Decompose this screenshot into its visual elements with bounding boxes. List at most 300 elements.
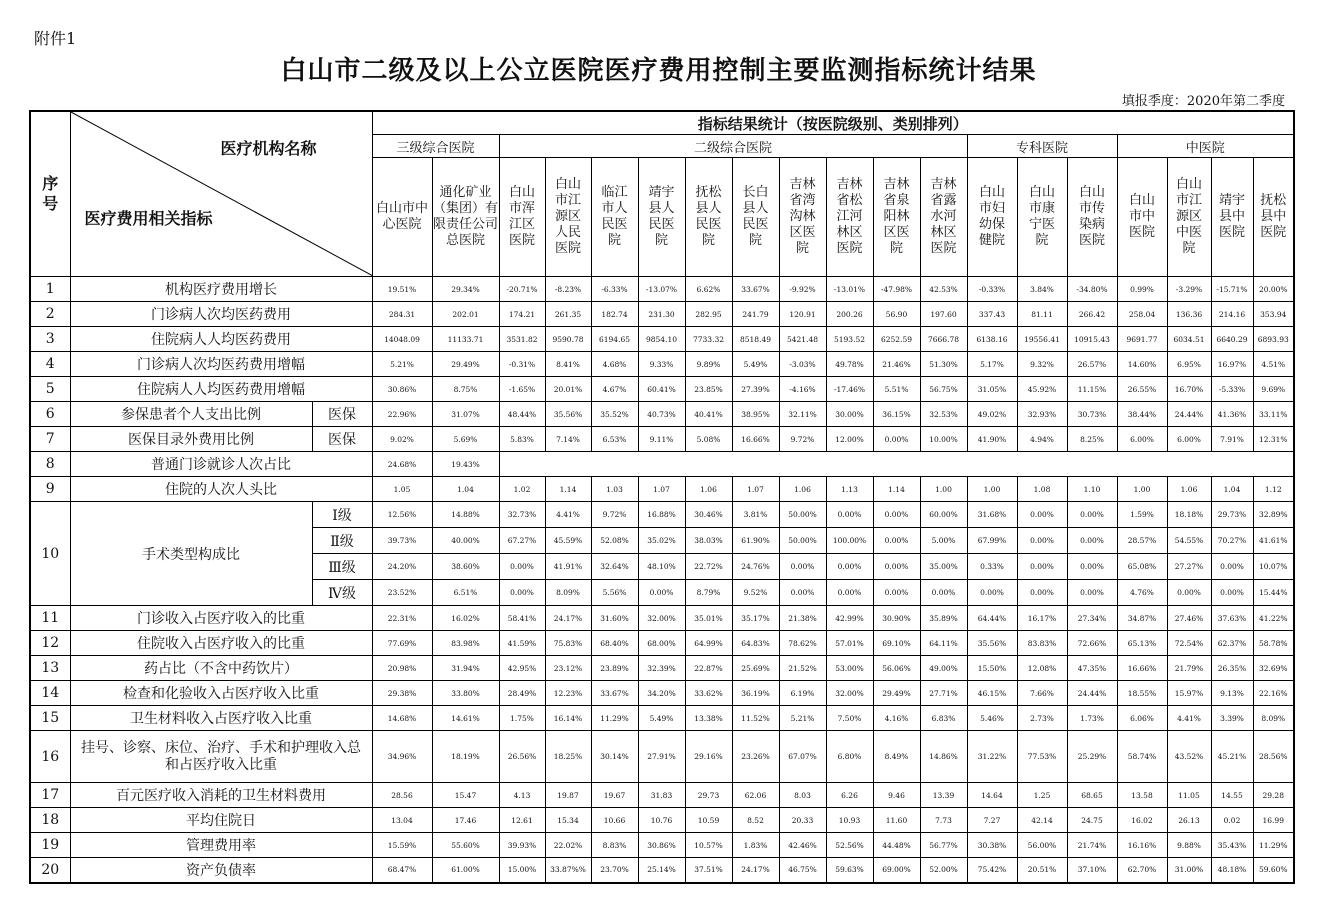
value-cell: 58.78% [1253,631,1294,656]
value-cell: 31.60% [591,606,638,631]
value-cell: 7666.78 [920,327,967,352]
value-cell: 1.04 [1211,477,1253,502]
indicator-name: 住院病人人均医药费用增幅 [70,377,372,402]
value-cell: 27.39% [732,377,779,402]
value-cell: 23.52% [372,580,432,606]
value-cell: 38.60% [432,554,499,580]
value-cell: 32.11% [779,402,826,427]
value-cell: 20.33 [779,808,826,833]
value-cell: 9854.10 [638,327,685,352]
value-cell: 0.00% [873,580,920,606]
value-cell: 4.51% [1253,352,1294,377]
value-cell: 182.74 [591,302,638,327]
value-cell: 30.00% [826,402,873,427]
indicator-name: 资产负债率 [70,858,372,883]
value-cell: 0.00% [499,554,545,580]
hospital-name: 长白县人民医院 [742,185,769,248]
value-cell: 6.06% [1117,706,1167,731]
value-cell: 39.73% [372,528,432,554]
table-row [30,352,1294,377]
value-cell: 26.35% [1211,656,1253,681]
value-cell: 56.77% [920,833,967,858]
value-cell: 22.72% [685,554,732,580]
value-cell: 42.99% [826,606,873,631]
value-cell: 25.69% [732,656,779,681]
value-cell: 33.67% [732,277,779,302]
table-row [30,427,1294,452]
value-cell: 24.17% [545,606,591,631]
value-cell: 1.12 [1253,477,1294,502]
value-cell: 6.00% [1167,427,1211,452]
value-cell: 7.50% [826,706,873,731]
value-cell: 37.51% [685,858,732,883]
value-cell: 69.00% [873,858,920,883]
value-cell: 16.14% [545,706,591,731]
value-cell: 0.02 [1211,808,1253,833]
value-cell: 8.09% [1253,706,1294,731]
value-cell: 28.56% [1253,731,1294,783]
value-cell: 15.47 [432,783,499,808]
value-cell: 68.47% [372,858,432,883]
value-cell: 284.31 [372,302,432,327]
value-cell: 1.05 [372,477,432,502]
indicator-name: 门诊收入占医疗收入的比重 [70,606,372,631]
value-cell: 13.38% [685,706,732,731]
hospital-header [372,158,432,277]
value-cell: 24.75 [1067,808,1117,833]
value-cell: 59.60% [1253,858,1294,883]
value-cell: 5.08% [685,427,732,452]
indicator-name: 门诊病人次均医药费用增幅 [70,352,372,377]
value-cell: 52.08% [591,528,638,554]
hospital-name: 靖宇县中医院 [1218,193,1245,240]
value-cell: 20.51% [1017,858,1067,883]
value-cell: 1.10 [1067,477,1117,502]
hospital-header [1167,158,1211,277]
surgery-level: Ⅲ级 [312,554,372,580]
group-header-tier2: 二级综合医院 [499,135,967,158]
value-cell: 31.07% [432,402,499,427]
value-cell: 67.27% [499,528,545,554]
value-cell: 5.00% [920,528,967,554]
value-cell: 0.00% [1017,554,1067,580]
value-cell: 6640.29 [1211,327,1253,352]
value-cell: 231.30 [638,302,685,327]
row-seq: 5 [30,377,70,402]
value-cell: 69.10% [873,631,920,656]
value-cell: 0.00% [1017,580,1067,606]
value-cell: 35.17% [732,606,779,631]
seq-header-text: 序号 [42,174,59,213]
value-cell: 3531.82 [499,327,545,352]
value-cell: 35.01% [685,606,732,631]
value-cell: 33.87%% [545,858,591,883]
indicator-name: 机构医疗费用增长 [70,277,372,302]
table-row [30,277,1294,302]
value-cell: 1.08 [1017,477,1067,502]
value-cell: 9.69% [1253,377,1294,402]
value-cell: 27.27% [1167,554,1211,580]
value-cell: 5.21% [372,352,432,377]
value-cell: 23.12% [545,656,591,681]
indicator-name: 住院病人人均医药费用 [70,327,372,352]
value-cell: 36.15% [873,402,920,427]
value-cell: 0.00% [920,580,967,606]
indicator-name: 挂号、诊察、床位、治疗、手术和护理收入总和占医疗收入比重 [70,731,372,783]
value-cell: 31.68% [967,502,1017,528]
value-cell: 0.00% [1211,580,1253,606]
value-cell: 72.54% [1167,631,1211,656]
indicator-tag: 医保 [312,402,372,427]
value-cell: 48.18% [1211,858,1253,883]
value-cell: 8518.49 [732,327,779,352]
value-cell: 23.85% [685,377,732,402]
value-cell: 16.02 [1117,808,1167,833]
value-cell: 1.00 [1117,477,1167,502]
value-cell: 5.17% [967,352,1017,377]
hospital-name: 白山市江源区中医院 [1175,177,1202,256]
value-cell: 33.11% [1253,402,1294,427]
value-cell: 18.19% [432,731,499,783]
value-cell: 68.00% [638,631,685,656]
value-cell: 0.00% [1167,580,1211,606]
value-cell: 15.50% [967,656,1017,681]
table-row [30,477,1294,502]
surgery-level: Ⅰ级 [312,502,372,528]
value-cell: 11.60 [873,808,920,833]
value-cell: 29.38% [372,681,432,706]
value-cell: 47.35% [1067,656,1117,681]
value-cell: 10915.43 [1067,327,1117,352]
value-cell: 53.00% [826,656,873,681]
value-cell: 21.38% [779,606,826,631]
value-cell: 30.73% [1067,402,1117,427]
value-cell: 8.79% [685,580,732,606]
value-cell: 16.66% [732,427,779,452]
value-cell: 68.65 [1067,783,1117,808]
value-cell: 1.07 [732,477,779,502]
value-cell: 7.73 [920,808,967,833]
value-cell: 28.56 [372,783,432,808]
hospital-header [685,158,732,277]
value-cell: 6194.65 [591,327,638,352]
value-cell: 0.00% [1017,528,1067,554]
value-cell: 37.63% [1211,606,1253,631]
value-cell: 9.02% [372,427,432,452]
value-cell: 1.83% [732,833,779,858]
hospital-header [967,158,1017,277]
value-cell: 9590.78 [545,327,591,352]
value-cell: 24.76% [732,554,779,580]
value-cell: 11.15% [1067,377,1117,402]
value-cell: 6.80% [826,731,873,783]
table-row [30,377,1294,402]
value-cell: 72.66% [1067,631,1117,656]
value-cell: 35.00% [920,554,967,580]
value-cell: -15.71% [1211,277,1253,302]
hospital-header [873,158,920,277]
value-cell: 6.19% [779,681,826,706]
table-row [30,808,1294,833]
value-cell: 48.44% [499,402,545,427]
value-cell: 33.80% [432,681,499,706]
hospital-name: 吉林省泉阳林区医院 [883,177,910,256]
value-cell: 65.08% [1117,554,1167,580]
value-cell: 9691.77 [1117,327,1167,352]
value-cell: 50.00% [779,502,826,528]
value-cell: 4.68% [591,352,638,377]
value-cell: 44.48% [873,833,920,858]
hospital-name: 抚松县人民医院 [695,185,722,248]
value-cell: 9.88% [1167,833,1211,858]
value-cell: 5.49% [732,352,779,377]
value-cell: 36.19% [732,681,779,706]
value-cell: 16.88% [638,502,685,528]
value-cell: 5.21% [779,706,826,731]
value-cell: 6893.93 [1253,327,1294,352]
value-cell: 67.99% [967,528,1017,554]
value-cell: 202.01 [432,302,499,327]
row-seq: 18 [30,808,70,833]
value-cell: 3.84% [1017,277,1067,302]
value-cell: 6.00% [1117,427,1167,452]
value-cell: 10.00% [920,427,967,452]
hospital-name: 抚松县中医院 [1260,193,1287,240]
value-cell: 29.34% [432,277,499,302]
diagonal-header [70,111,372,277]
value-cell: 30.86% [372,377,432,402]
value-cell: 9.89% [685,352,732,377]
value-cell: -8.23% [545,277,591,302]
value-cell: 29.28 [1253,783,1294,808]
value-cell: 1.07 [638,477,685,502]
value-cell: 282.95 [685,302,732,327]
value-cell: 45.21% [1211,731,1253,783]
indicator-name: 百元医疗收入消耗的卫生材料费用 [70,783,372,808]
value-cell: 25.14% [638,858,685,883]
value-cell: 32.53% [920,402,967,427]
value-cell: 17.46 [432,808,499,833]
value-cell: 64.83% [732,631,779,656]
value-cell: 49.78% [826,352,873,377]
value-cell: 100.00% [826,528,873,554]
value-cell: 3.81% [732,502,779,528]
value-cell: 10.59 [685,808,732,833]
value-cell: 5.51% [873,377,920,402]
value-cell: 10.07% [1253,554,1294,580]
value-cell: 48.10% [638,554,685,580]
hospital-name: 临江市人民医院 [601,185,628,248]
indicator-name: 管理费用率 [70,833,372,858]
value-cell: 5.69% [432,427,499,452]
surgery-level: Ⅳ级 [312,580,372,606]
value-cell: 6.51% [432,580,499,606]
value-cell: 5421.48 [779,327,826,352]
value-cell: -5.33% [1211,377,1253,402]
value-cell: 55.60% [432,833,499,858]
value-cell: 6138.16 [967,327,1017,352]
value-cell: 15.44% [1253,580,1294,606]
value-cell: 5193.52 [826,327,873,352]
value-cell: 16.02% [432,606,499,631]
value-cell: 11.29% [1253,833,1294,858]
value-cell: 78.62% [779,631,826,656]
value-cell: 46.75% [779,858,826,883]
hospital-name: 白山市传染病医院 [1078,185,1105,248]
value-cell: 29.73% [1211,502,1253,528]
value-cell: 40.00% [432,528,499,554]
row-seq: 16 [30,731,70,783]
value-cell: 6252.59 [873,327,920,352]
value-cell: 29.16% [685,731,732,783]
value-cell: 4.41% [1167,706,1211,731]
hospital-name: 吉林省湾沟林区医院 [789,177,816,256]
value-cell: 19.43% [432,452,499,477]
value-cell: 21.79% [1167,656,1211,681]
value-cell: 12.08% [1017,656,1067,681]
value-cell: 41.59% [499,631,545,656]
value-cell: 70.27% [1211,528,1253,554]
row-seq: 17 [30,783,70,808]
value-cell: 8.49% [873,731,920,783]
row-seq: 12 [30,631,70,656]
value-cell: 77.53% [1017,731,1067,783]
value-cell: 0.00% [873,528,920,554]
value-cell: 0.00% [1067,554,1117,580]
value-cell: 8.41% [545,352,591,377]
hospital-name: 白山市康宁医院 [1028,185,1055,248]
hospital-header [432,158,499,277]
value-cell: -13.07% [638,277,685,302]
value-cell: -17.46% [826,377,873,402]
value-cell: 65.13% [1117,631,1167,656]
value-cell: 1.02 [499,477,545,502]
value-cell: 33.67% [591,681,638,706]
value-cell: 13.04 [372,808,432,833]
value-cell: 0.00% [967,580,1017,606]
page-title: 白山市二级及以上公立医院医疗费用控制主要监测指标统计结果 [280,56,1037,86]
hospital-name: 吉林省松江河林区医院 [836,177,863,256]
value-cell: 0.00% [873,502,920,528]
hospital-header [732,158,779,277]
value-cell: 261.35 [545,302,591,327]
value-cell: 42.14 [1017,808,1067,833]
value-cell: 52.00% [920,858,967,883]
value-cell: 19.51% [372,277,432,302]
value-cell: 136.36 [1167,302,1211,327]
table-row [30,606,1294,631]
value-cell: 35.02% [638,528,685,554]
value-cell: 30.90% [873,606,920,631]
value-cell: 41.36% [1211,402,1253,427]
value-cell: 1.25 [1017,783,1067,808]
hospital-name: 白山市中医院 [1128,193,1155,240]
row-seq: 2 [30,302,70,327]
value-cell: 15.00% [499,858,545,883]
value-cell: 174.21 [499,302,545,327]
value-cell: -20.71% [499,277,545,302]
value-cell: 32.64% [591,554,638,580]
value-cell: 14.64 [967,783,1017,808]
value-cell: 1.14 [545,477,591,502]
header-row-1 [30,111,1294,135]
value-cell: 5.46% [967,706,1017,731]
value-cell: 9.11% [638,427,685,452]
value-cell: 41.61% [1253,528,1294,554]
value-cell: -0.31% [499,352,545,377]
hospital-name: 靖宇县人民医院 [648,185,675,248]
table-row [30,302,1294,327]
value-cell: 35.56% [545,402,591,427]
value-cell: 12.31% [1253,427,1294,452]
value-cell: 32.39% [638,656,685,681]
value-cell: 11.29% [591,706,638,731]
value-cell: 14.86% [920,731,967,783]
hospital-header [779,158,826,277]
value-cell: 58.74% [1117,731,1167,783]
value-cell: 11.05 [1167,783,1211,808]
table-row [30,833,1294,858]
value-cell: 18.55% [1117,681,1167,706]
value-cell: 1.59% [1117,502,1167,528]
value-cell: 5.49% [638,706,685,731]
hospital-header [1253,158,1294,277]
value-cell: 19556.41 [1017,327,1067,352]
value-cell: 0.00% [1017,502,1067,528]
value-cell: 6.62% [685,277,732,302]
value-cell: 22.16% [1253,681,1294,706]
value-cell: 42.46% [779,833,826,858]
value-cell: 38.44% [1117,402,1167,427]
table-row [30,706,1294,731]
value-cell: 38.95% [732,402,779,427]
value-cell: 35.43% [1211,833,1253,858]
value-cell: 12.56% [372,502,432,528]
hospital-name: 白山市江源区人民医院 [554,177,581,256]
value-cell: 68.40% [591,631,638,656]
value-cell: 1.14 [873,477,920,502]
value-cell: 27.46% [1167,606,1211,631]
value-cell: 25.29% [1067,731,1117,783]
table-row [30,402,1294,427]
value-cell: 353.94 [1253,302,1294,327]
value-cell: 26.55% [1117,377,1167,402]
value-cell: 4.13 [499,783,545,808]
value-cell: 49.00% [920,656,967,681]
row-seq: 6 [30,402,70,427]
value-cell: 32.73% [499,502,545,528]
row-seq: 15 [30,706,70,731]
value-cell: 54.55% [1167,528,1211,554]
inst-name-header: 医疗机构名称 [220,139,317,158]
value-cell: 14.88% [432,502,499,528]
seq-header [30,111,70,277]
value-cell: 50.00% [779,528,826,554]
value-cell: 61.90% [732,528,779,554]
value-cell: 2.73% [1017,706,1067,731]
value-cell: 5.83% [499,427,545,452]
value-cell: 26.56% [499,731,545,783]
value-cell: 23.70% [591,858,638,883]
value-cell: 4.41% [545,502,591,528]
value-cell: 21.52% [779,656,826,681]
value-cell: 29.49% [873,681,920,706]
hospital-header [591,158,638,277]
value-cell: 4.67% [591,377,638,402]
row-seq: 4 [30,352,70,377]
value-cell: 1.13 [826,477,873,502]
value-cell: 9.33% [638,352,685,377]
